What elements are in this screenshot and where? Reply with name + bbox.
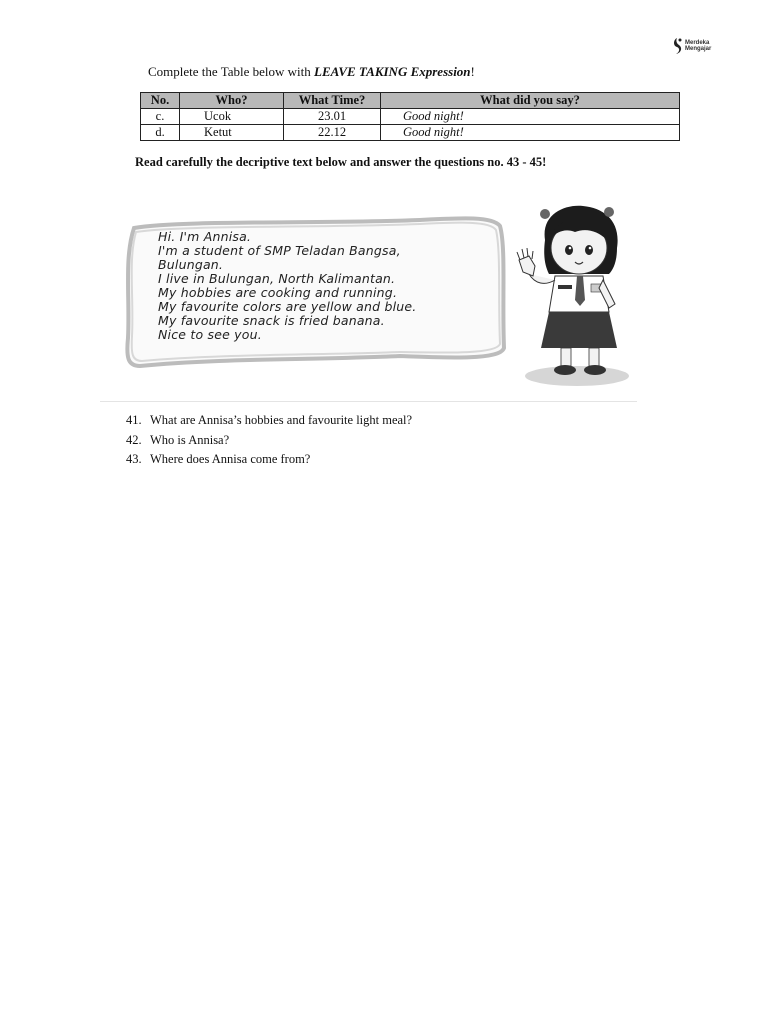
- cell-time: 22.12: [284, 125, 381, 141]
- question-item: [126, 452, 412, 472]
- question-text: Who is Annisa?: [150, 432, 230, 447]
- leave-taking-table: [140, 92, 680, 141]
- bubble-line: My favourite snack is fried banana.: [158, 313, 385, 328]
- cell-time: 23.01: [284, 109, 381, 125]
- speech-bubble: [120, 208, 510, 370]
- bubble-line: Nice to see you.: [158, 327, 262, 342]
- girl-illustration: [505, 200, 640, 390]
- bubble-text: [158, 230, 416, 342]
- table-header-row: [141, 93, 680, 109]
- question-number: 41.: [126, 413, 142, 427]
- header-what-did-you-say: What did you say?: [381, 93, 680, 109]
- bubble-line: Bulungan.: [158, 257, 224, 272]
- question-text: What are Annisa’s hobbies and favourite light meal?: [150, 413, 413, 427]
- table-row: [141, 125, 680, 141]
- header-who: Who?: [180, 93, 284, 109]
- question-item: [126, 433, 412, 453]
- question-item: [126, 413, 412, 433]
- reading-instruction: Read carefully the decriptive text below and answer the questions no. 43 - 45!: [135, 155, 547, 169]
- question-list: [126, 413, 412, 472]
- section-divider: [100, 401, 637, 402]
- instruction-emphasis: LEAVE TAKING Expression: [314, 64, 471, 79]
- merdeka-mengajar-logo-icon: [671, 37, 683, 55]
- question-number: 43.: [126, 452, 142, 466]
- bubble-line: My hobbies are cooking and running.: [158, 285, 398, 300]
- question-number: 42.: [126, 432, 142, 447]
- cell-no: d.: [141, 125, 180, 141]
- table-row: [141, 109, 680, 125]
- logo-text: Merdeka Mengajar: [685, 40, 712, 52]
- bubble-line: I live in Bulungan, North Kalimantan.: [158, 271, 396, 286]
- cell-who: Ucok: [180, 109, 284, 125]
- cell-said: Good night!: [381, 125, 680, 141]
- cell-who: Ketut: [180, 125, 284, 141]
- header-no: No.: [141, 93, 180, 109]
- cell-no: c.: [141, 109, 180, 125]
- bubble-line: Hi. I'm Annisa.: [158, 229, 252, 244]
- merdeka-mengajar-logo: [671, 36, 721, 56]
- bubble-line: My favourite colors are yellow and blue.: [158, 299, 417, 314]
- question-text: Where does Annisa come from?: [150, 452, 311, 466]
- cell-said: Good night!: [381, 109, 680, 125]
- table-instruction: Complete the Table below with LEAVE TAKING Expression!: [148, 64, 475, 79]
- bubble-line: I'm a student of SMP Teladan Bangsa,: [158, 243, 401, 258]
- header-what-time: What Time?: [284, 93, 381, 109]
